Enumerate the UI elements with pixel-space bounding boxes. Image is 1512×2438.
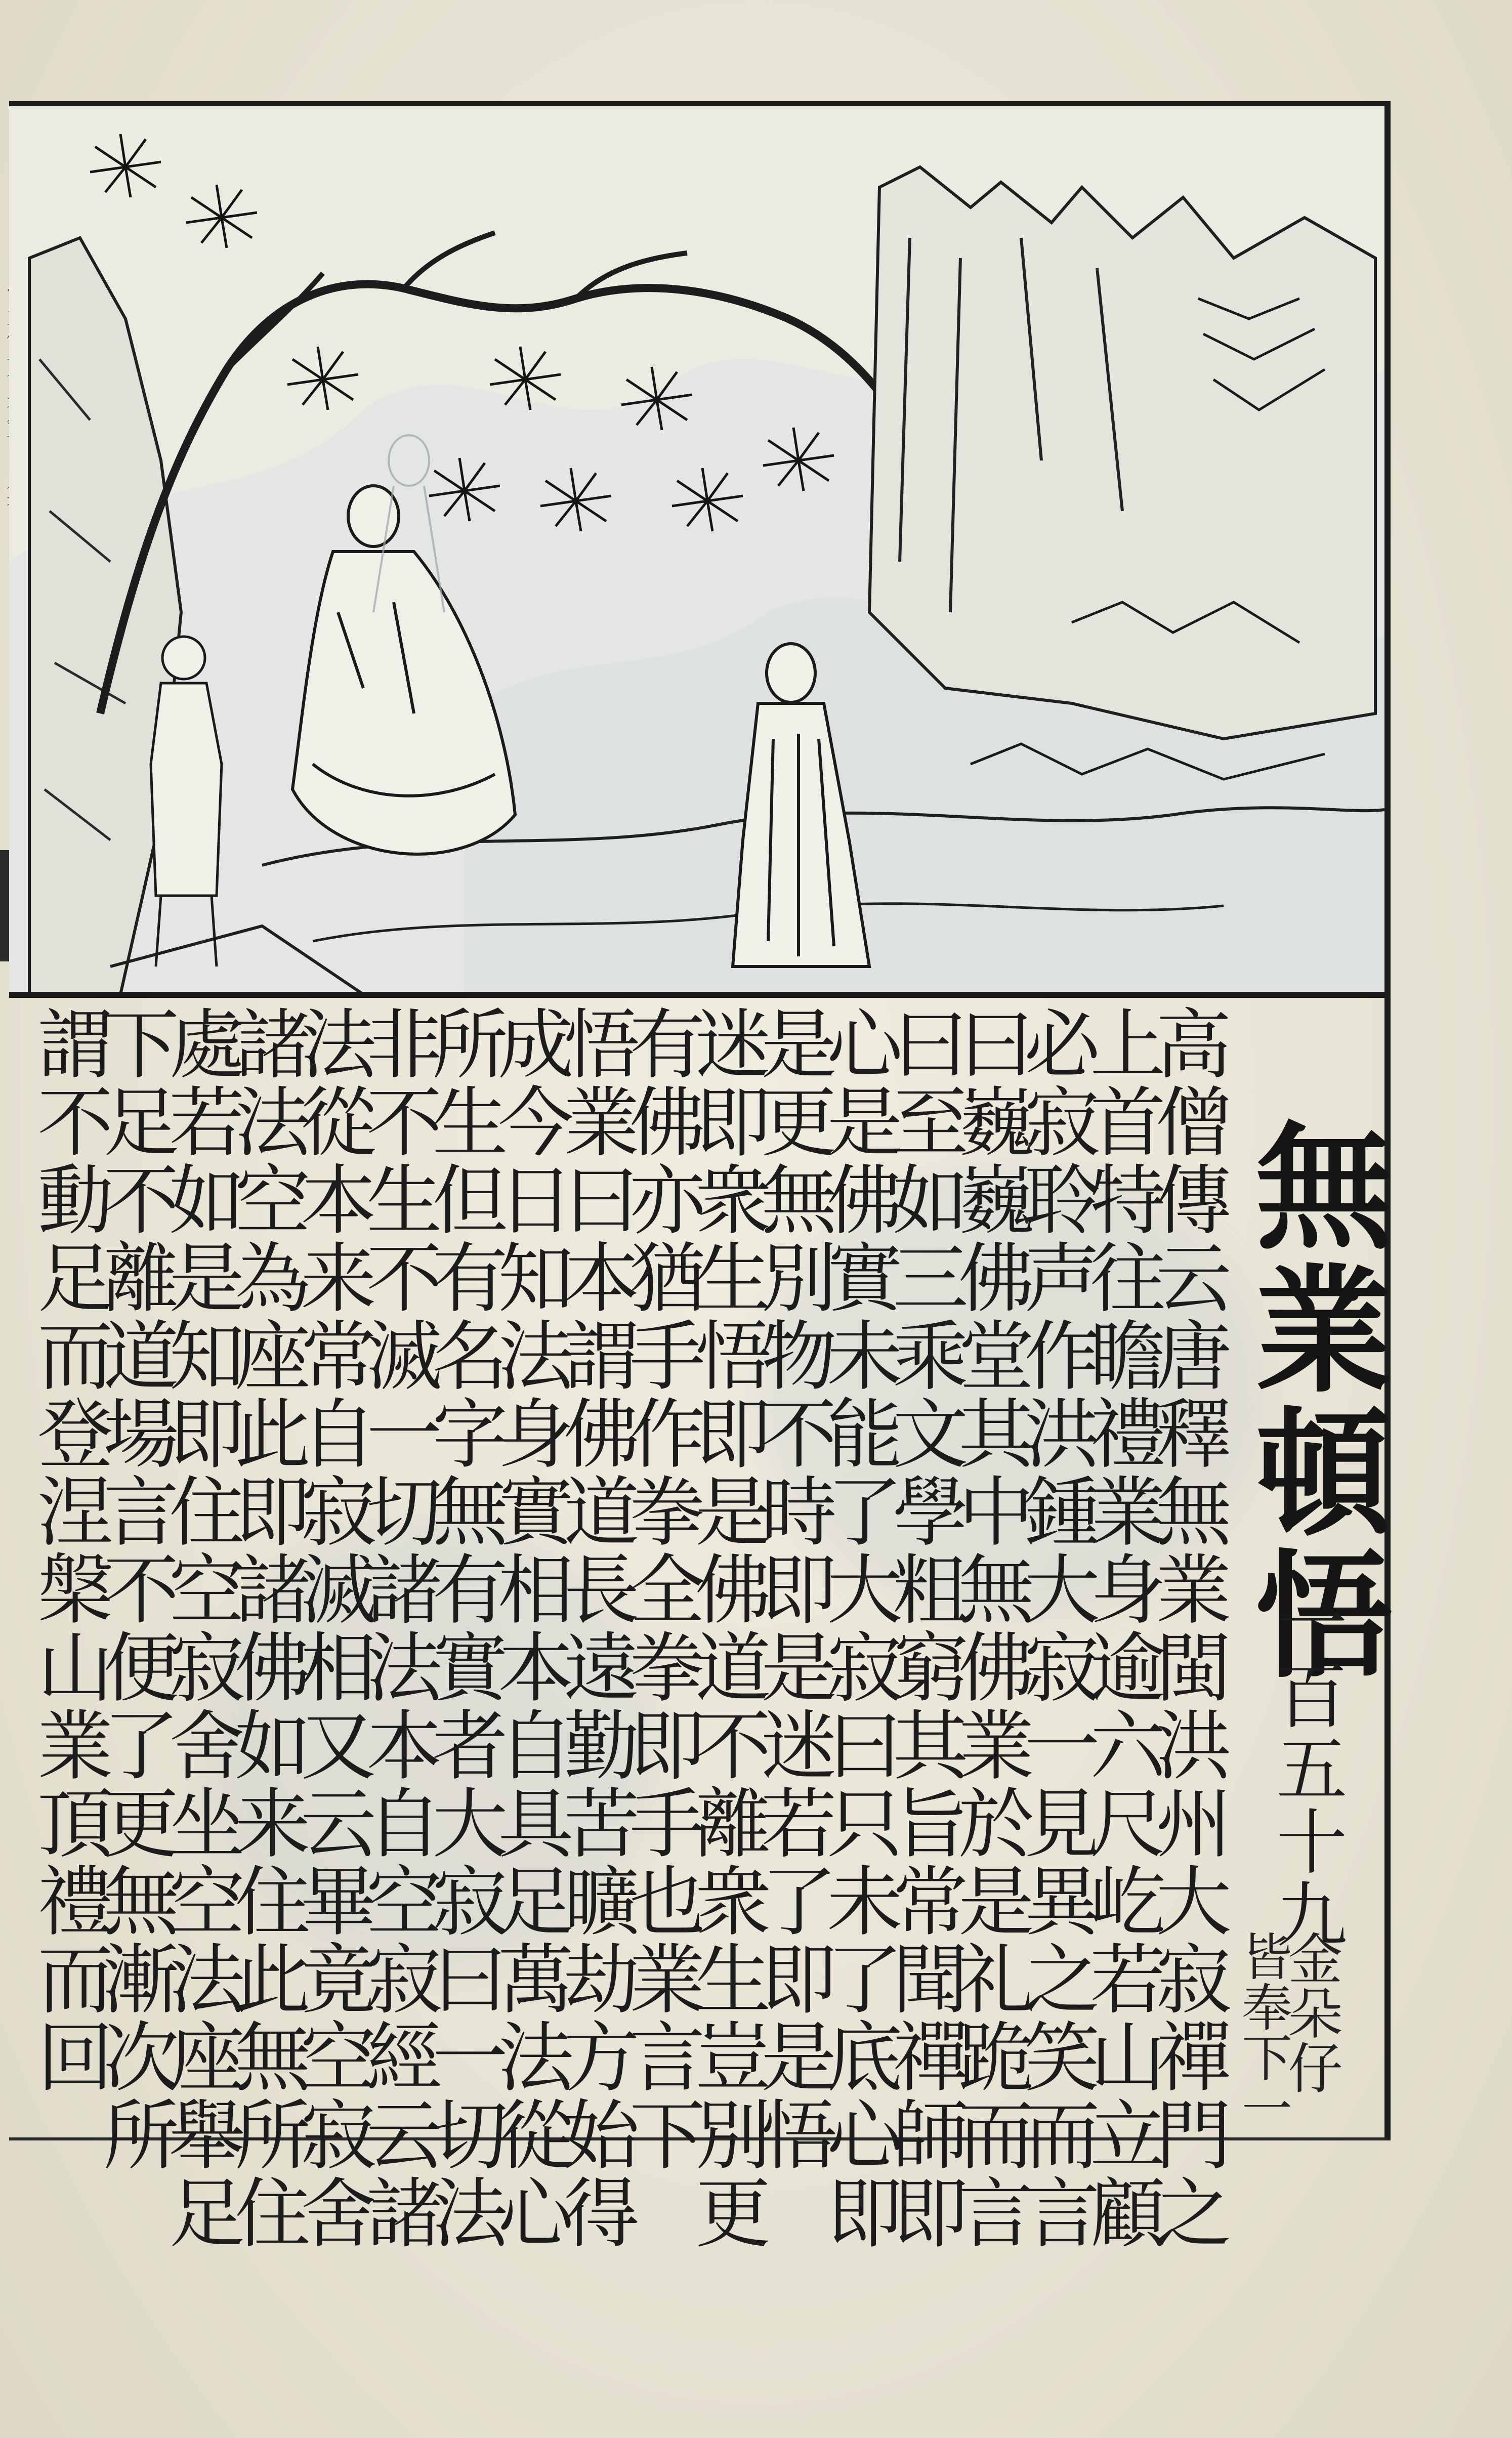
author-credit: 金朵仔 [1279, 1930, 1342, 2094]
text-column: 是更無別物不時即是迷若了即是悟 [748, 1004, 836, 2173]
text-column: 曰巍巍佛堂其中無佛業於是礼跪而言 [945, 1004, 1033, 2251]
text-column: 必寂聆声作洪鍾大寂一見異之笑而言 [1011, 1004, 1099, 2251]
title: 無業頓悟 [1233, 1116, 1394, 1687]
woodblock-illustration [9, 106, 1384, 994]
text-column: 諸法空為座此即諸佛如来住此無所住 [222, 1004, 310, 2251]
text-column: 下足不離道場言不便了更無漸次所 [90, 1004, 178, 2173]
illustration-divider [9, 992, 1384, 998]
tale-number: 一百五十九 [1265, 1586, 1347, 1951]
text-column: 非不生不滅一切諸法本自空寂經云諸 [353, 1004, 441, 2251]
text-column: 上首特往瞻禮業身逾六尺屹若山立顧 [1077, 1004, 1165, 2251]
text-column: 處若如是知即住空寂舍坐空法座舉足 [156, 1004, 244, 2251]
text-column: 迷即衆生悟即是佛道不離衆生豈別更 [682, 1004, 770, 2251]
text-column: 曰至如三乘文學粗窮其旨常聞禪師即 [879, 1004, 968, 2251]
text-column: 法從本来常自寂滅相又云畢竟空寂舍 [287, 1004, 375, 2251]
text-block [20, 1004, 1394, 2251]
text-column: 謂不動足而登涅槃山業頂禮而回 [24, 1004, 112, 2095]
text-column: 成今日知法身實相本自具足萬法從心 [485, 1004, 573, 2251]
text-column: 高僧傳云唐釋無業閩洪州大寂禪門之 [1143, 1004, 1231, 2251]
text-column: 有佛亦猶手作拳全拳即手也業言下 [616, 1004, 704, 2173]
text-column: 心是佛實未能了大寂曰只未了底心即 [814, 1004, 902, 2251]
text-column: 所生但有名字無有實者大寂曰一切法 [419, 1004, 507, 2251]
illustration-svg [9, 106, 1384, 994]
subtitle-note: 皆奉下一 [1233, 1930, 1292, 2133]
text-column: 悟業曰本謂佛道長遠勤苦曠劫方始得 [551, 1004, 639, 2251]
